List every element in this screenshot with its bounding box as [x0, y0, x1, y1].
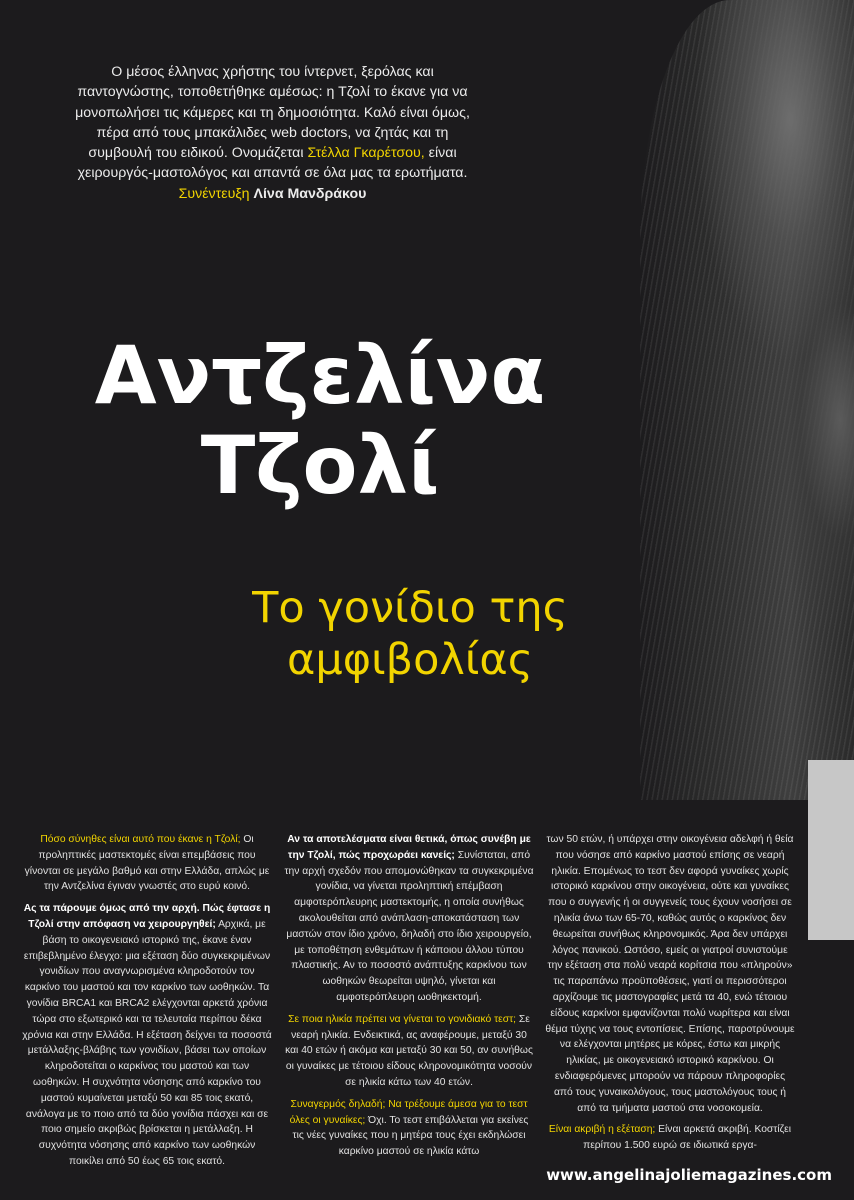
photo-edge-block: [808, 760, 854, 940]
answer: Συνίσταται, από την αρχή σχεδόν που απομονώθηκαν τα συγκεκριμένα γονίδια, να γίνεται προληπτική επέμβαση αμφοτερόπλευρης μαστεκτομής, η οποία συνήθως ακολουθείται από ανάπλαση-αποκατάσταση των μαστών στον ίδιο χρόνο, δηλαδή στο ίδιο χειρουργείο, με τοποθέτηση ενθεμάτων ή κάποιου άλλου τύπου πλαστικής. Αν το ποσοστό ανάπτυξης καρκίνου των ωοθηκών θεωρείται υψηλό, γίνεται και αμφοτερόπλευρη ωοθηκεκτομή.: [284, 849, 534, 1003]
question: Είναι ακριβή η εξέταση;: [548, 1124, 656, 1136]
source-watermark: www.angelinajoliemagazines.com: [546, 1166, 832, 1184]
question: Σε ποια ηλικία πρέπει να γίνεται το γονιδιακό τεστ;: [288, 1013, 517, 1025]
subtitle-line1: Το γονίδιο της: [252, 583, 568, 633]
headline-line2: Τζολί: [200, 419, 440, 512]
question: Πόσο σύνηθες είναι αυτό που έκανε η Τζολί;: [40, 834, 241, 845]
intro-text-after: είναι χειρουργός-μαστολόγος και απαντά σε όλα μας τα ερωτήματα.: [77, 145, 468, 182]
answer: Σε νεαρή ηλικία. Ενδεικτικά, ας αναφέρουμε, μεταξύ 30 και 40 ετών ή ακόμα και μεταξύ 30 και 50, αν συνήθως οι γυναίκες με τέτοιου είδους κληρονομικότητα νοσούν σε ηλικία κάτω των 40 ετών.: [285, 1013, 533, 1088]
answer: Αρχικά, με βάση το οικογενειακό ιστορικό της, έκανε έναν επιβεβλημένο έλεγχο: μια εξέταση δύο συγκεκριμένων γονιδίων που αναγνωρισμένα κληροδοτούν τον καρκίνο του μαστού και τον καρκίνο των ωοθηκών. Τα γονίδια BRCA1 και BRCA2 ελέγχονται αρκετά χρόνια τώρα στο εξωτερικό και τα τελευταία περίπου δέκα χρόνια και στην Ελλάδα. Η εξέταση δείχνει τα ποσοστά μετάλλαξης-βλάβης των γονιδίων, βάσει των οποίων κληροδοτείται ο καρκίνος του μαστού και των ωοθηκών. Η συχνότητα νόσησης από καρκίνο του μαστού κυμαίνεται μεταξύ 50 και 85 τοις εκατό, ανάλογα με το ποιο από τα δύο γονίδια πάσχει και σε ποιο σημείο ακριβώς βρίσκεται η μετάλλαξη. Η συχνότητα νόσησης από καρκίνο των ωοθηκών ποικίλει από 50 έως 65 τοις εκατό.: [22, 918, 272, 1167]
answer: Είναι αρκετά ακριβή. Κοστίζει περίπου 1.500 ευρώ σε ιδιωτικά εργα-: [583, 1124, 792, 1152]
answer: των 50 ετών, ή υπάρχει στην οικογένεια αδελφή ή θεία που νόσησε από καρκίνο μαστού επίσης σε νεαρή ηλικία. Επομένως το τεστ δεν αφορά γυναίκες χωρίς ιστορικό καρκίνου στην οικογένεια, ούτε και γυναίκες που ο συγγενής ή οι συγγενείς τους έχουν νοσήσει σε ηλικία άνω των 65-70, καθώς αυτός ο καρκίνος δεν θεωρείται συνήθως κληρονομικός. Άρα δεν υπάρχει λόγος πανικού. Ωστόσο, εμείς οι γιατροί συνιστούμε την εξέταση στα πολύ νεαρά κορίτσια που «πληρούν» τις παραπάνω προϋποθέσεις, γιατί οι περισσότεροι αρχίζουμε τις μαστογραφίες μετά τα 40, ενώ τέτοιου είδους καρκίνοι εμφανίζονται πολύ νωρίτερα και είναι θέμα τύχης να τους εντοπίσεις. Επίσης, παροτρύνουμε να ελέγχονται μητέρες με κόρες, έστω και μικρής ηλικίας, με οικογενειακό ιστορικό καρκίνου. Οι ενδιαφερόμενες μπορούν να πάρουν πληροφορίες από τους γυναικολόγους, τους μαστολόγους τους ή από τα τμήματα μαστού στα νοσοκομεία.: [545, 834, 795, 1114]
interview-label: Συνέντευξη: [178, 185, 250, 202]
interviewer-name: Λίνα Μανδράκου: [253, 185, 367, 202]
answer: Οι προληπτικές μαστεκτομές είναι επεμβάσεις που γίνονται σε μεγάλο βαθμό και στην Ελλάδα, απλώς με την Αντζελίνα έγιναν γνωστές στο ευρύ κοινό.: [24, 834, 270, 893]
question: Ας τα πάρουμε όμως από την αρχή. Πώς έφτασε η Τζολί στην απόφαση να χειρουργηθεί;: [23, 903, 271, 930]
article-column-2: [284, 832, 534, 1166]
question: Συναγερμός δηλαδή; Να τρέξουμε άμεσα για το τεστ όλες οι γυναίκες;: [289, 1098, 528, 1126]
subtitle-line2: αμφιβολίας: [287, 635, 533, 685]
photo-hair: [640, 0, 854, 800]
article-column-1: [22, 832, 272, 1176]
answer: Όχι. Το τεστ επιβάλλεται για εκείνες τις νέες γυναίκες που η μητέρα τους έχει εκδηλώσει καρκίνο μαστού σε ηλικία κάτω: [292, 1114, 529, 1158]
intro-text: Ο μέσος έλληνας χρήστης του ίντερνετ, ξερόλας και παντογνώστης, τοποθετήθηκε αμέσως: η Τζολί το έκανε για να μονοπωλήσει τις κάμερες και τη δημοσιότητα. Καλό είναι όμως, πέρα από τους μπακάλιδες web doctors, να ζητάς και τη συμβουλή του ειδικού. Ονομάζεται: [75, 64, 470, 162]
article-column-3: [545, 832, 795, 1160]
question: Αν τα αποτελέσματα είναι θετικά, όπως συνέβη με την Τζολί, πώς προχωράει κανείς;: [287, 834, 531, 861]
headline-line1: Αντζελίνα: [94, 329, 546, 422]
expert-name: Στέλλα Γκαρέτσου,: [307, 145, 425, 162]
intro-paragraph: [75, 62, 470, 204]
